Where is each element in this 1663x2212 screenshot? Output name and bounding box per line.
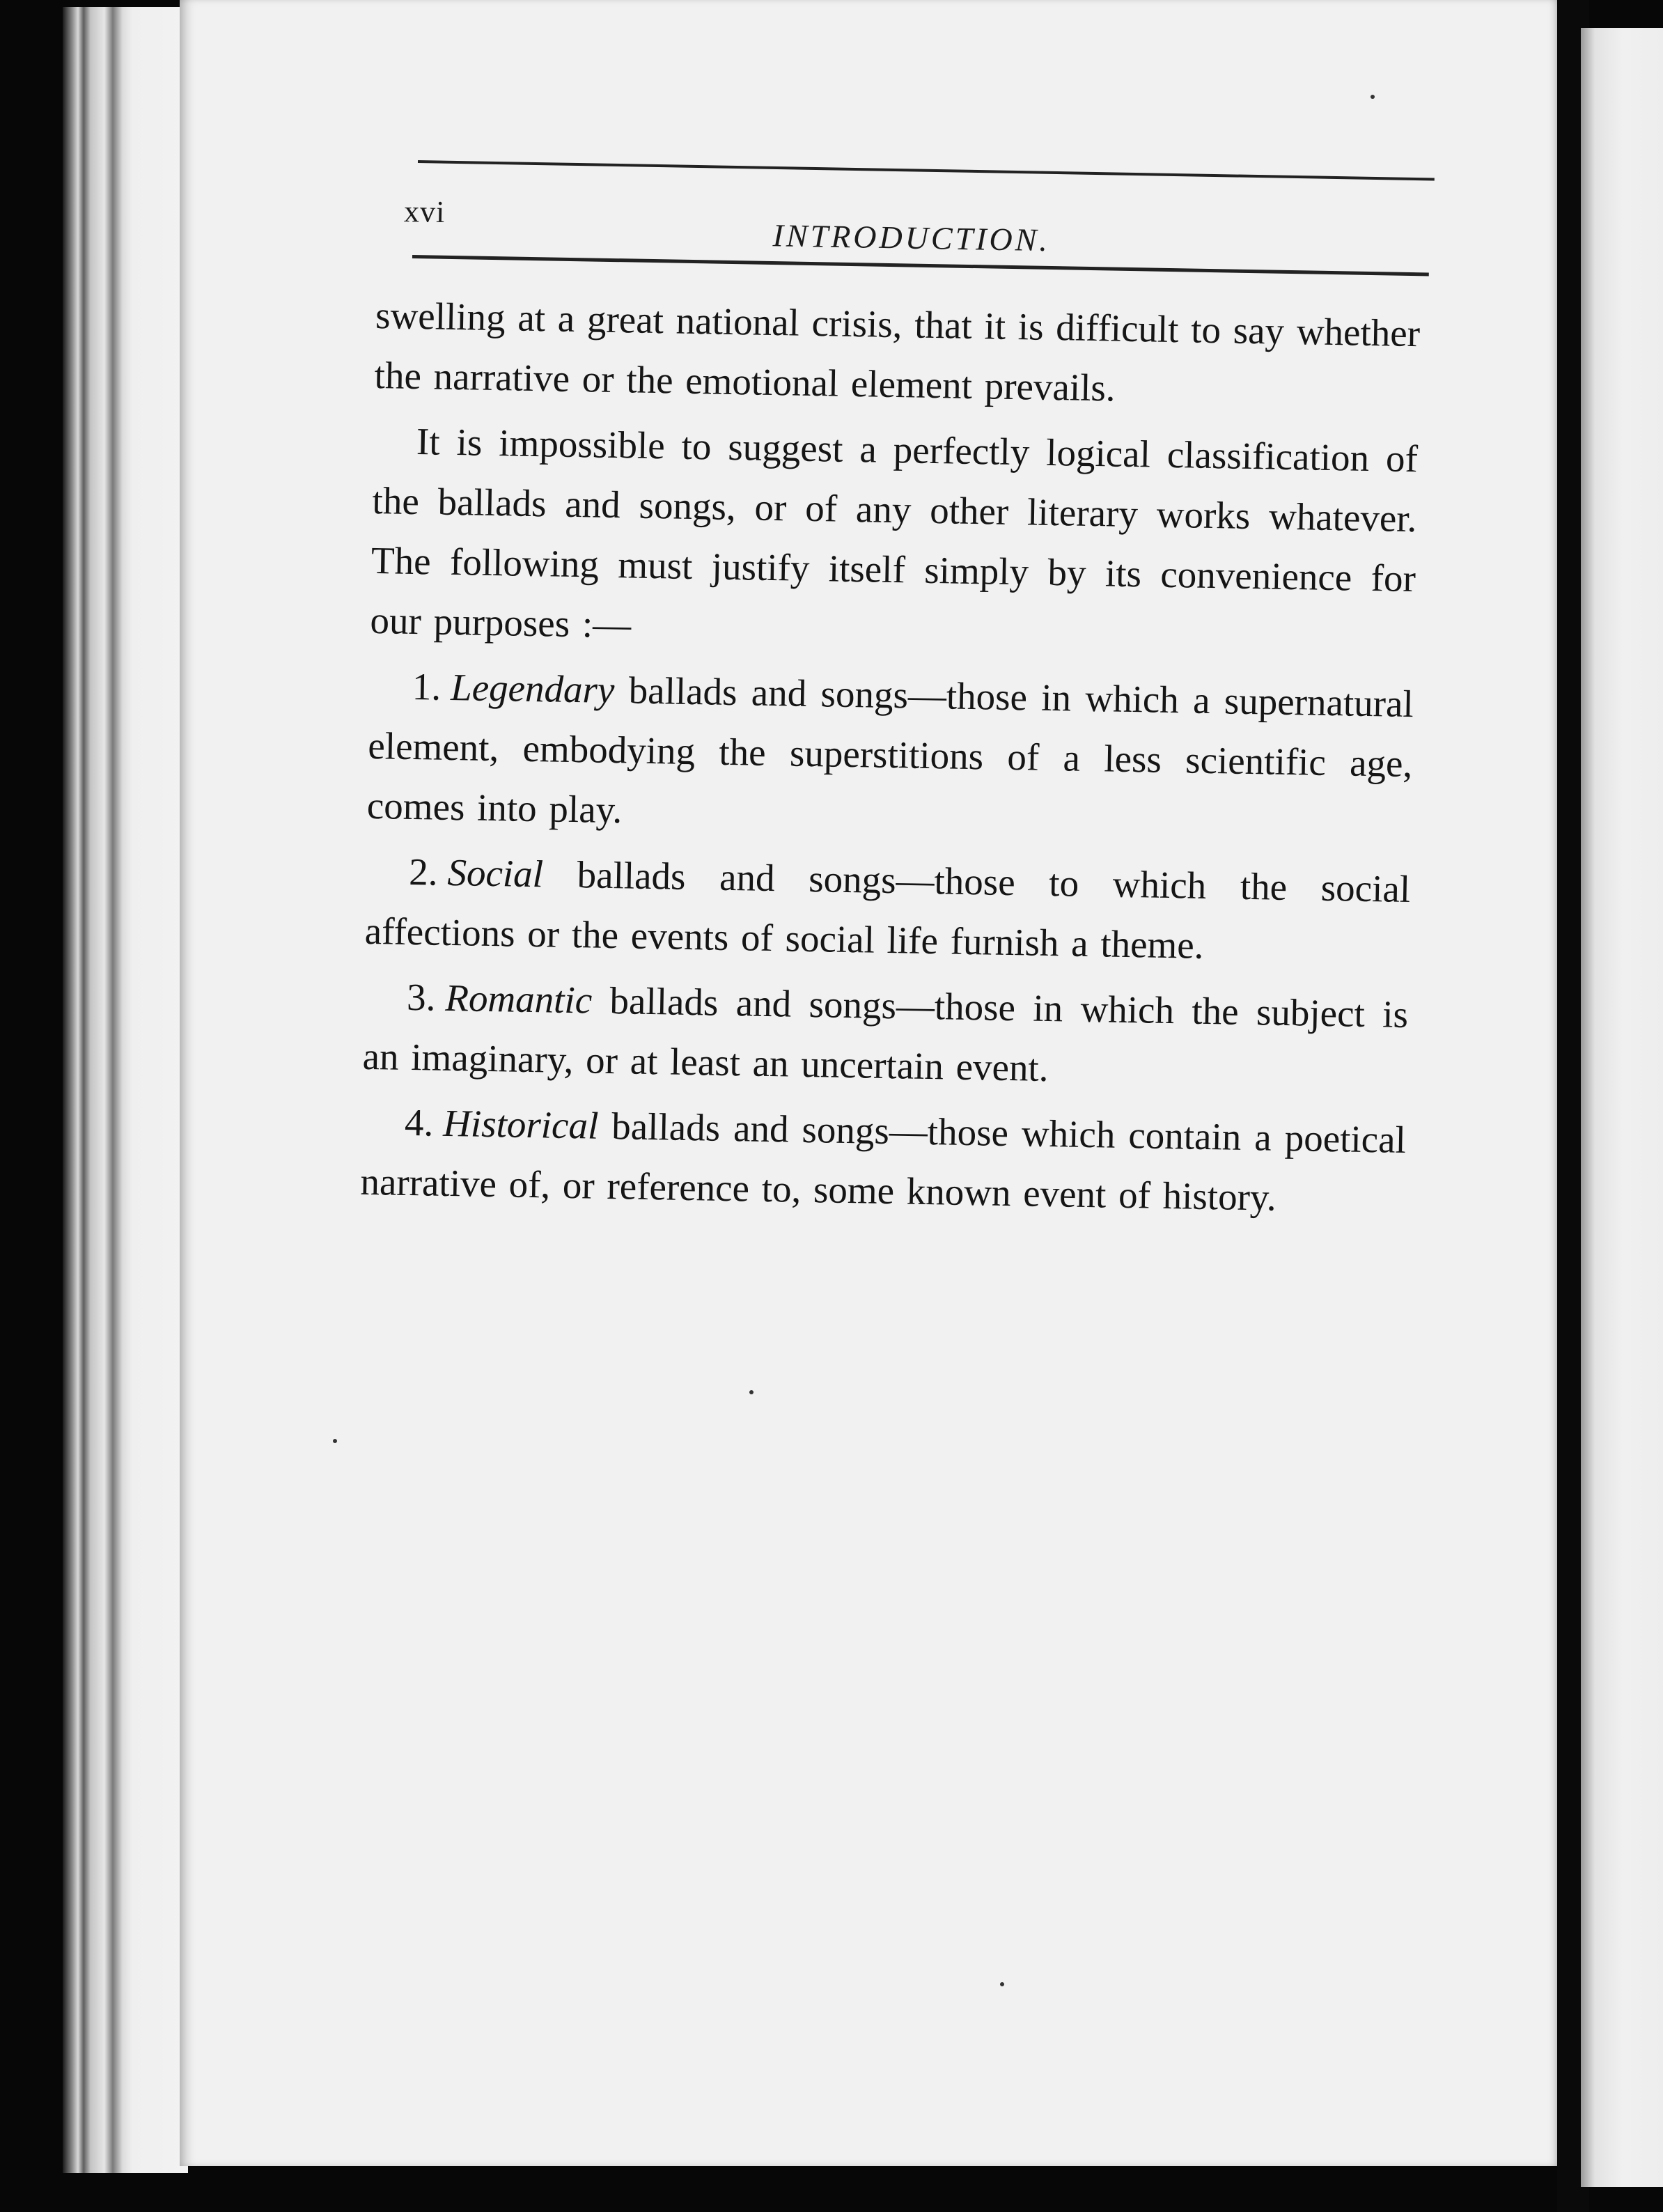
paper-speck	[1000, 1982, 1004, 1986]
classification-item-social	[364, 841, 1411, 979]
item-term: Romantic	[444, 976, 593, 1022]
item-term: Historical	[442, 1101, 599, 1147]
continuation-paragraph: swelling at a great national crisis, that it is difficult to say whether the narrative or the emotional element prevails.	[374, 293, 1421, 410]
item-description: ballads and songs—those in which a supernatural element, embodying the superstitions of a less scientific age, comes into play.	[366, 669, 1414, 832]
paper-speck	[1371, 95, 1375, 99]
page-number: xvi	[403, 194, 446, 230]
book-page-edges	[63, 7, 188, 2173]
item-description: ballads and songs—those to which the social affections or the events of social life furnish a theme.	[364, 853, 1411, 967]
item-description: ballads and songs—those which contain a poetical narrative of, or reference to, some known event of history.	[360, 1105, 1407, 1219]
item-description: ballads and songs—those in which the subject is an imaginary, or at least an uncertain event.	[362, 979, 1409, 1090]
facing-page-edge	[1581, 28, 1663, 2187]
item-number: 3.	[406, 975, 436, 1019]
classification-item-legendary	[366, 656, 1414, 854]
paper-speck	[749, 1390, 754, 1394]
item-number: 1.	[412, 664, 442, 708]
paper-speck	[333, 1439, 337, 1443]
item-number: 4.	[404, 1100, 434, 1144]
item-number: 2.	[408, 850, 439, 894]
classification-intro-paragraph: It is impossible to suggest a perfectly logical classification of the ballads and songs, or of any other literary works whatever. The following must justify itself simply by its convenience for our purposes :—	[370, 420, 1419, 646]
item-term: Legendary	[450, 665, 615, 712]
section-title: INTRODUCTION.	[772, 217, 1051, 258]
classification-item-romantic	[362, 967, 1409, 1105]
body-text	[360, 286, 1421, 1236]
classification-item-historical	[360, 1092, 1407, 1230]
item-term: Social	[447, 850, 544, 896]
